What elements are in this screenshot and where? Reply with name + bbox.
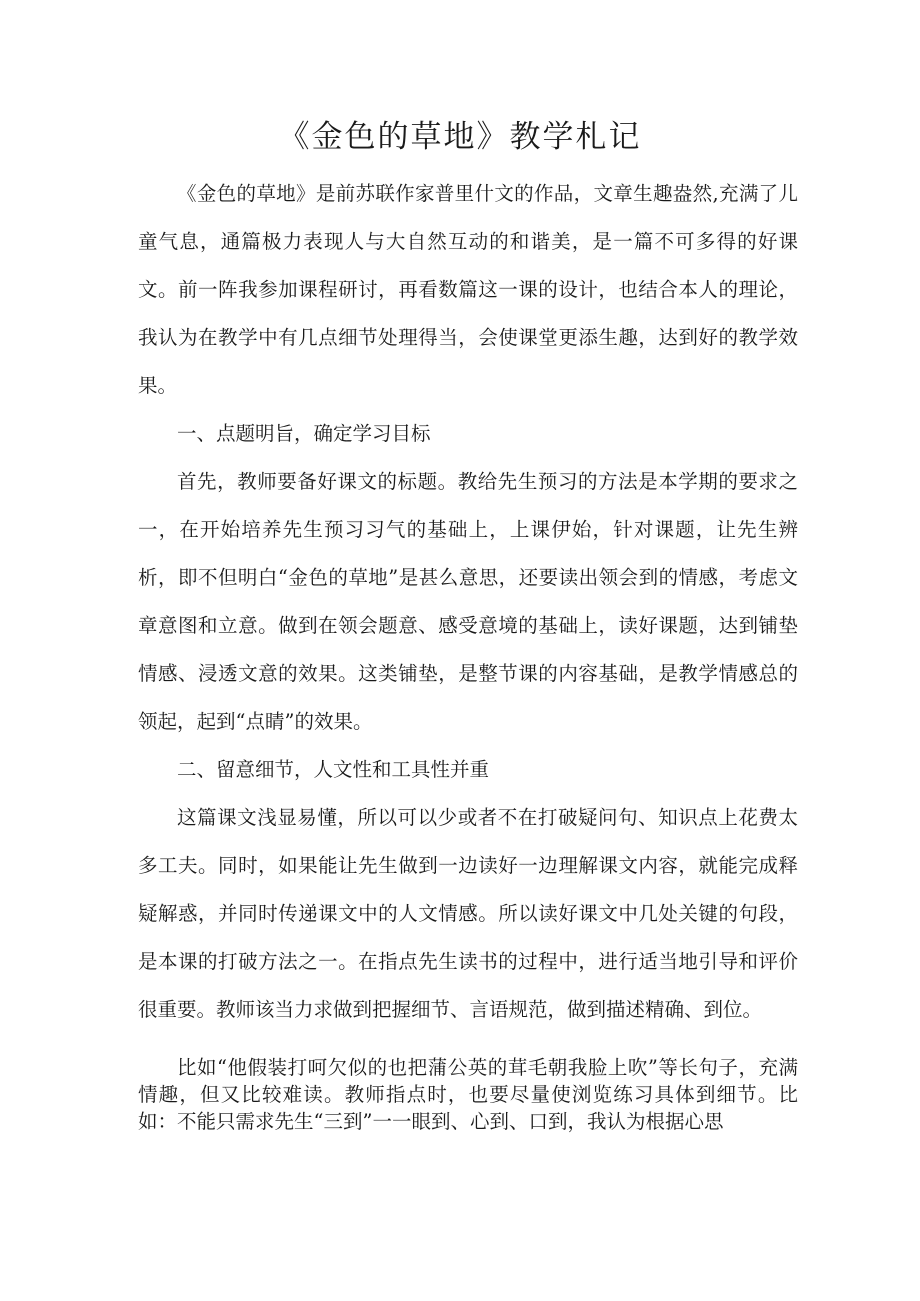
document-title: 《金色的草地》教学札记 xyxy=(278,119,642,155)
paragraph-section-1: 首先，教师要备好课文的标题。教给先生预习的方法是本学期的要求之一，在开始培养先生预习习气的基础上，上课伊始，针对课题，让先生辨析，即不但明白“金色的草地”是甚么意思，还要读出领会到的情感，考虑文章意图和立意。做到在领会题意、感受意境的基础上，读好课题，达到铺垫情感、浸透文意的效果。这类铺垫，是整节课的内容基础，是教学情感总的领起，起到“点睛”的效果。 xyxy=(138,470,798,733)
section-heading-1: 一、点题明旨，确定学习目标 xyxy=(177,422,431,445)
section-heading-2: 二、留意细节，人文性和工具性并重 xyxy=(177,758,490,781)
paragraph-section-3: 比如“他假装打呵欠似的也把蒲公英的茸毛朝我脸上吹”等长句子，充满情趣，但又比较难读。教师指点时，也要尽量使浏览练习具体到细节。比如：不能只需求先生“三到”一一眼到、心到、口到，我认为根据心思 xyxy=(138,1056,798,1133)
paragraph-intro: 《金色的草地》是前苏联作家普里什文的作品，文章生趣盎然,充满了儿童气息，通篇极力表现人与大自然互动的和谐美，是一篇不可多得的好课文。前一阵我参加课程研讨，再看数篇这一课的设计，也结合本人的理论，我认为在教学中有几点细节处理得当，会使课堂更添生趣，达到好的教学效果。 xyxy=(138,182,798,397)
document-body xyxy=(138,170,798,1135)
paragraph-section-2: 这篇课文浅显易懂，所以可以少或者不在打破疑问句、知识点上花费太多工夫。同时，如果能让先生做到一边读好一边理解课文内容，就能完成释疑解惑，并同时传递课文中的人文情感。所以读好课文中几处关键的句段，是本课的打破方法之一。在指点先生读书的过程中，进行适当地引导和评价很重要。教师该当力求做到把握细节、言语规范，做到描述精确、到位。 xyxy=(138,806,798,1021)
